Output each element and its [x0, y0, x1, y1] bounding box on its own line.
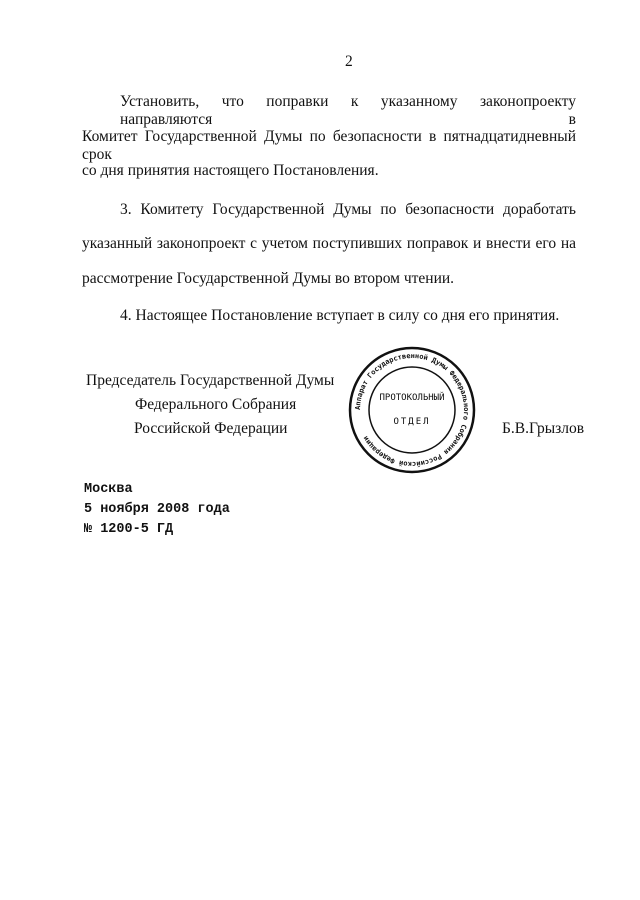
paragraph-line: 4. Настоящее Постановление вступает в силу со дня его принятия. — [120, 307, 560, 324]
seal-center-text: ОТДЕЛ — [393, 417, 431, 427]
seal-center-text: ПРОТОКОЛЬНЫЙ — [379, 393, 445, 403]
official-seal — [348, 346, 476, 474]
document-number: № 1200-5 ГД — [84, 522, 174, 537]
seal-ring-text: Аппарат Государственной Думы Федерального Собрания Российской Федерации — [353, 351, 471, 469]
signatory-title: Российской Федерации — [134, 420, 288, 437]
svg-text:Аппарат Государственной Думы Ф — [354, 352, 470, 468]
paragraph-line: указанный законопроект с учетом поступивших поправок и внести его на — [82, 235, 576, 252]
signatory-name: Б.В.Грызлов — [502, 420, 585, 437]
document-city: Москва — [84, 482, 133, 497]
paragraph-line: Установить, что поправки к указанному законопроекту направляются в — [120, 93, 576, 128]
page-number: 2 — [345, 53, 353, 70]
paragraph-line: 3. Комитету Государственной Думы по безопасности доработать — [120, 201, 576, 218]
document-date: 5 ноября 2008 года — [84, 502, 230, 517]
signatory-title: Председатель Государственной Думы — [86, 372, 335, 389]
paragraph-line: со дня принятия настоящего Постановления. — [82, 162, 379, 179]
paragraph-line: Комитет Государственной Думы по безопасности в пятнадцатидневный срок — [82, 128, 576, 163]
signatory-title: Федерального Собрания — [135, 396, 297, 413]
paragraph-line: рассмотрение Государственной Думы во втором чтении. — [82, 270, 455, 287]
